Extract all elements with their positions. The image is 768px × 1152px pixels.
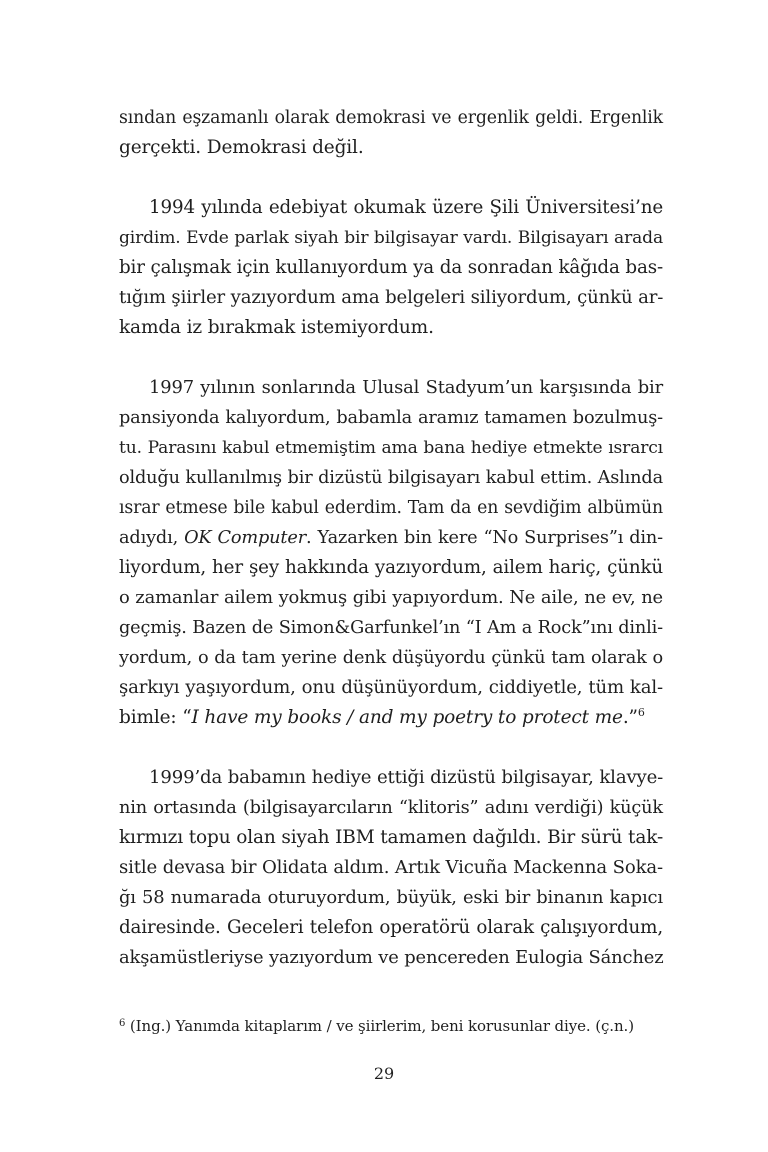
text-line: gerçekti. Demokrasi değil. [119, 137, 364, 158]
text-line: olduğu kullanılmış bir dizüstü bilgisayarı kabul ettim. Aslında [119, 468, 663, 488]
text-run: adıydı, [119, 528, 185, 548]
text-line: tu. Parasını kabul etmemiştim ama bana hediye etmekte ısrarcı [119, 438, 663, 458]
text-line: 1994 yılında edebiyat okumak üzere Şili Üniversitesi’ne [149, 197, 663, 218]
text-line: dairesinde. Geceleri telefon operatörü olarak çalışıyordum, [119, 917, 663, 938]
text-line: kamda iz bırakmak istemiyordum. [119, 317, 434, 338]
footnote-reference: 6 [637, 706, 645, 719]
page-body [119, 103, 663, 973]
text-line: o zamanlar ailem yokmuş gibi yapıyordum. Ne aile, ne ev, ne [119, 587, 663, 608]
text-line: geçmiş. Bazen de Simon&Garfunkel’ın “I Am a Rock”ını dinli- [119, 618, 663, 638]
text-line: akşamüstleriyse yazıyordum ve pencereden Eulogia Sánchez [119, 947, 664, 968]
text-line-quote [119, 703, 663, 733]
text-run: bimle: “ [119, 707, 192, 728]
text-line: 1997 yılının sonlarında Ulusal Stadyum’un karşısında bir [149, 377, 663, 398]
paragraph-4 [119, 763, 663, 973]
song-lyric: I have my books / and my poetry to protect me [191, 707, 623, 728]
text-line: yordum, o da tam yerine denk düşüyordu çünkü tam olarak o [119, 648, 663, 668]
text-line: sından eşzamanlı olarak demokrasi ve ergenlik geldi. Ergenlik [119, 108, 663, 128]
text-line: şarkıyı yaşıyordum, onu düşünüyordum, ciddiyetle, tüm kal- [119, 677, 663, 698]
text-line: sitle devasa bir Olidata aldım. Artık Vicuña Mackenna Soka- [119, 857, 663, 878]
footnote [119, 1012, 663, 1038]
text-line: pansiyonda kalıyordum, babamla aramız tamamen bozulmuş- [119, 408, 663, 428]
page-number: 29 [373, 1064, 395, 1083]
text-line: bir çalışmak için kullanıyordum ya da sonradan kâğıda bas- [119, 257, 663, 278]
paragraph-2 [119, 193, 663, 343]
text-line: nin ortasında (bilgisayarcıların “klitoris” adını verdiği) küçük [119, 798, 663, 818]
text-line: tığım şiirler yazıyordum ama belgeleri siliyordum, çünkü ar- [119, 287, 664, 308]
text-line: 1999’da babamın hediye ettiği dizüstü bilgisayar, klavye- [149, 767, 664, 788]
album-title: OK Computer [184, 528, 306, 548]
text-line: liyordum, her şey hakkında yazıyordum, ailem hariç, çünkü [119, 557, 663, 578]
paragraph-1 [119, 103, 663, 163]
footnote-marker: 6 [119, 1018, 126, 1029]
text-run: .” [622, 707, 638, 728]
text-line: girdim. Evde parlak siyah bir bilgisayar vardı. Bilgisayarı arada [119, 228, 663, 248]
text-line: ısrar etmese bile kabul ederdim. Tam da en sevdiğim albümün [119, 498, 663, 518]
paragraph-3 [119, 373, 663, 733]
footnote-text: (Ing.) Yanımda kitaplarım / ve şiirlerim, beni korusunlar diye. (ç.n.) [125, 1017, 634, 1035]
text-run: . Yazarken bin kere “No Surprises”ı din- [306, 528, 663, 548]
text-line: ğı 58 numarada oturuyordum, büyük, eski bir binanın kapıcı [119, 887, 663, 908]
text-line: kırmızı topu olan siyah IBM tamamen dağıldı. Bir sürü tak- [119, 827, 664, 848]
text-line-ok-computer [119, 523, 663, 553]
